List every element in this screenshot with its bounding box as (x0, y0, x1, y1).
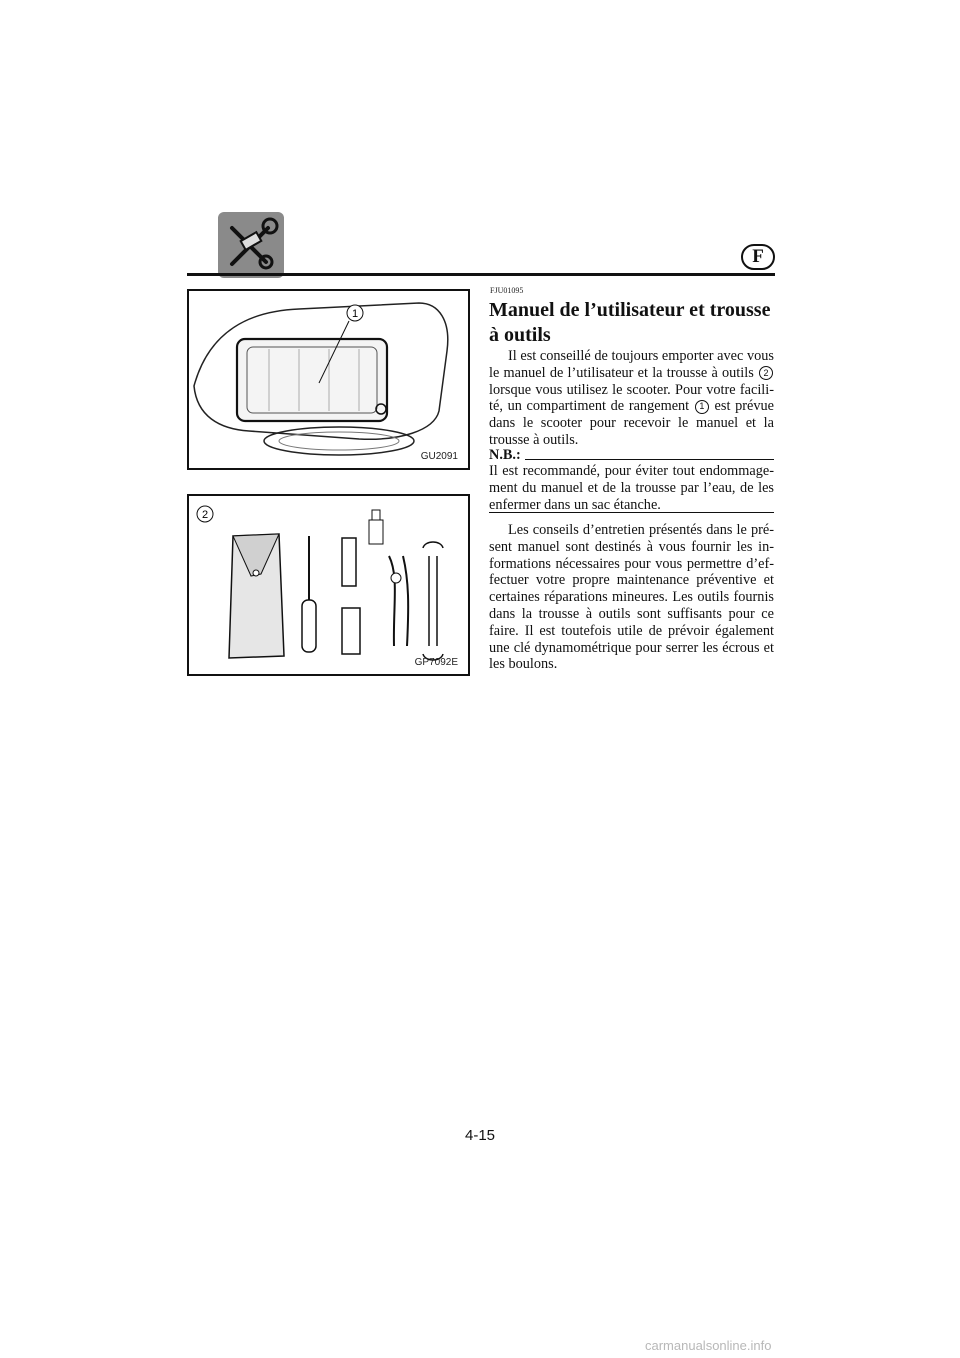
storage-compartment-figure (187, 289, 470, 470)
reference-2: 2 (759, 366, 773, 380)
tools-icon (218, 212, 284, 278)
watermark: carmanualsonline.info (645, 1338, 772, 1353)
reference-1: 1 (695, 400, 709, 414)
note-heading (489, 445, 774, 463)
figure-code: GU2091 (420, 451, 458, 462)
callout-2: 2 (201, 509, 209, 521)
page-number: 4-15 (464, 1127, 496, 1144)
tool-kit-drawing (189, 496, 468, 674)
language-badge: F (741, 244, 775, 270)
section-code: FJU01095 (490, 286, 524, 295)
figure-code: GP7092E (414, 657, 458, 668)
header-rule (187, 273, 775, 276)
note-rule (525, 459, 774, 460)
note-end-rule (489, 512, 774, 513)
section-title: Manuel de l’utilisateur et trousse à outils (489, 299, 771, 346)
note-text: Il est recommandé, pour éviter tout endommage-ment du manuel et de la trousse par l’eau, de les enfermer dans un sac étanche. (489, 463, 774, 513)
storage-compartment-drawing (189, 291, 468, 468)
tool-kit-figure (187, 494, 470, 676)
callout-1: 1 (351, 308, 359, 320)
note-label: N.B.: (489, 447, 521, 463)
paragraph-intro: Il est conseillé de toujours emporter avec vous le manuel de l’utilisateur et la trousse à outils 2 lorsque vous utilisez le scooter. Pour votre facili-té, un compartiment de rangement 1 est prévue dans le scooter pour recevoir le manuel et la trousse à outils. (489, 348, 774, 448)
paragraph-maintenance: Les conseils d’entretien présentés dans le pré-sent manuel sont destinés à vous fournir les in-formations nécessaires pour vous permettre d’ef-fectuer votre propre maintenance préventive et certaines réparations mineures. Les outils fournis dans la trousse à outils sont suffisants pour ce faire. Il est toutefois utile de prévoir également une clé dynamométrique pour serrer les écrous et les boulons. (489, 522, 774, 673)
